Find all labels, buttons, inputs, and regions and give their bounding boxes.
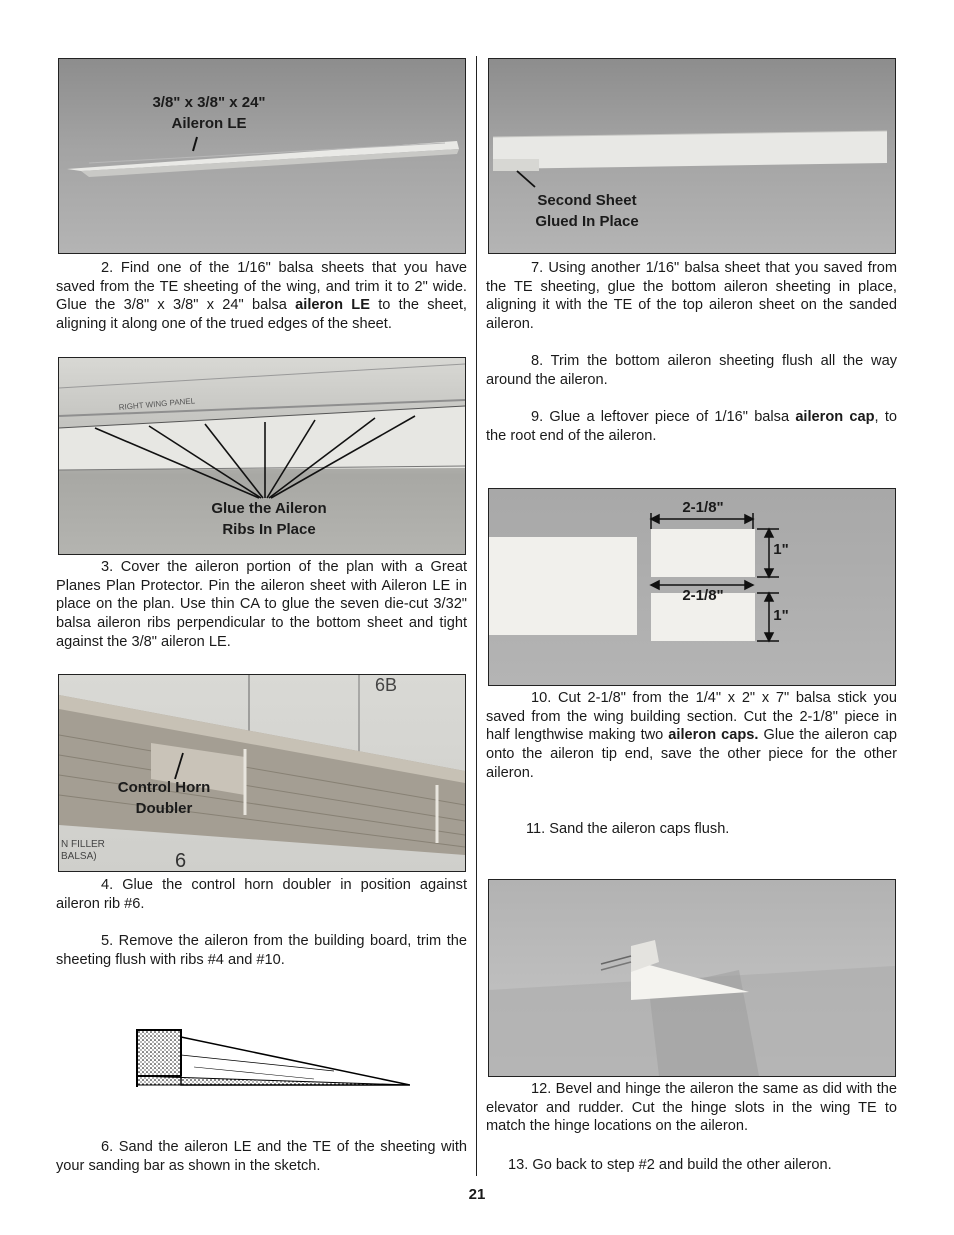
caption-line: Glued In Place xyxy=(535,213,639,230)
caption-line: Control Horn xyxy=(117,779,211,796)
step-10-text: 10. Cut 2-1/8" from the 1/4" x 2" x 7" balsa stick you saved from the wing building section. Cut the 2-1/8" piece in half lengthwise making two aileron caps. Glue the aileron cap onto the aileron tip end, save the other piece for the other aileron. xyxy=(486,690,897,781)
photo-caption xyxy=(517,190,657,232)
plan-label: BALSA) xyxy=(61,851,97,862)
photo-caption xyxy=(99,777,229,819)
control-horn-photo xyxy=(58,674,466,872)
caption-line: Glue the Aileron xyxy=(211,500,327,517)
plan-label: N FILLER xyxy=(61,839,105,850)
plan-label: RIGHT WING PANEL xyxy=(118,396,196,412)
sanded-cap-photo xyxy=(488,879,896,1077)
step-12-text: 12. Bevel and hinge the aileron the same as did with the elevator and rudder. Cut the hinge slots in the wing TE to match the hinge locations on the aileron. xyxy=(486,1081,897,1135)
step-9-text: 9. Glue a leftover piece of 1/16" balsa aileron cap, to the root end of the aileron. xyxy=(486,409,897,444)
dimension-label: 2-1/8" xyxy=(682,587,724,604)
dimension-label: 1" xyxy=(773,607,789,624)
sanding-sketch xyxy=(134,1027,410,1089)
dimension-label: 2-1/8" xyxy=(682,499,724,516)
aileron-le-photo xyxy=(58,58,466,254)
second-sheet-photo xyxy=(488,58,896,254)
caption-line: Aileron LE xyxy=(171,115,247,132)
step-11-text: 11. Sand the aileron caps flush. xyxy=(526,821,730,837)
caption-line: Ribs In Place xyxy=(222,521,316,538)
step-5-text: 5. Remove the aileron from the building board, trim the sheeting flush with ribs #4 and #10. xyxy=(56,933,467,968)
plan-label: 6B xyxy=(375,675,398,695)
step-6-text: 6. Sand the aileron LE and the TE of the sheeting with your sanding bar as shown in the sketch. xyxy=(56,1139,467,1174)
step-13-text: 13. Go back to step #2 and build the other aileron. xyxy=(508,1157,832,1173)
aileron-caps-photo xyxy=(488,488,896,686)
caption-line: 3/8" x 3/8" x 24" xyxy=(152,94,266,111)
photo-caption xyxy=(119,92,299,134)
control-horn-illustration xyxy=(59,675,465,871)
dimension-label: 1" xyxy=(773,541,789,558)
photo-caption xyxy=(179,498,359,540)
caption-line: Second Sheet xyxy=(537,192,637,209)
step-3-text: 3. Cover the aileron portion of the plan with a Great Planes Plan Protector. Pin the aileron sheet with Aileron LE in place on the plan. Use thin CA to glue the seven die-cut 3/32" balsa aileron ribs perpendicular to the bottom sheet and tight against the 3/8" aileron LE. xyxy=(56,559,467,650)
step-7-text: 7. Using another 1/16" balsa sheet that you saved from the TE sheeting, glue the bottom aileron sheeting in place, aligning it with the TE of the top aileron sheet on the sanded aileron. xyxy=(486,260,897,333)
aileron-le-illustration xyxy=(59,59,465,253)
column-divider xyxy=(476,56,477,1176)
sanded-cap-illustration xyxy=(489,880,895,1076)
page-number: 21 xyxy=(468,1186,486,1203)
plan-label: 6 xyxy=(175,850,187,871)
step-8-text: 8. Trim the bottom aileron sheeting flush all the way around the aileron. xyxy=(486,353,897,388)
step-4-text: 4. Glue the control horn doubler in position against aileron rib #6. xyxy=(56,877,467,912)
caption-line: Doubler xyxy=(135,800,193,817)
step-2-text: 2. Find one of the 1/16" balsa sheets that you have saved from the TE sheeting of the wing, and trim it to 2" wide. Glue the 3/8" x 3/8" x 24" balsa aileron LE to the sheet, aligning it along one of the trued edges of the sheet. xyxy=(56,260,467,333)
aileron-ribs-photo xyxy=(58,357,466,555)
